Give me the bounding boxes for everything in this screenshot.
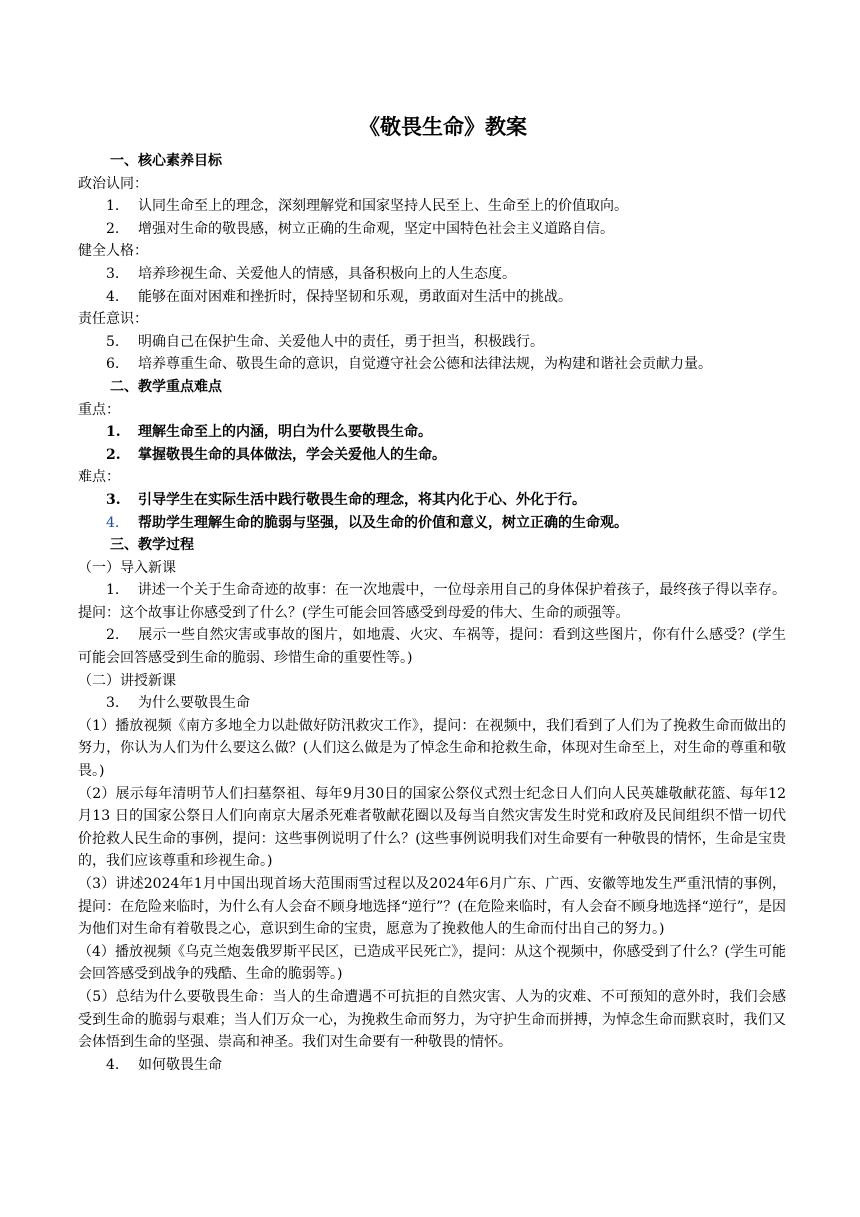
item-text: 掌握敬畏生命的具体做法，学会关爱他人的生命。 <box>138 446 446 463</box>
group-label: 健全人格： <box>78 243 148 260</box>
list-item <box>78 195 786 218</box>
document-page <box>78 112 786 1076</box>
item-text: 能够在面对困难和挫折时，保持坚韧和乐观，勇敢面对生活中的挑战。 <box>138 288 572 305</box>
list-item <box>78 218 786 241</box>
group-label: 政治认同： <box>78 175 148 192</box>
item-text: 如何敬畏生命 <box>138 1056 222 1073</box>
item-number: 4. <box>106 288 120 305</box>
item-text: 引导学生在实际生活中践行敬畏生命的理念，将其内化于心、外化于行。 <box>138 491 586 508</box>
document-title: 《敬畏生命》教案 <box>359 115 527 139</box>
paragraph: （1）播放视频《南方多地全力以赴做好防汛救灾工作》，提问：在视频中，我们看到了人们为了挽救生命而做出的努力，你认为人们为什么要这么做？(人们这么做是为了悼念生命和抢救生命，体现对生命至上，对生命的尊重和敬畏。) <box>78 717 786 780</box>
item-text: 增强对生命的敬畏感，树立正确的生命观，坚定中国特色社会主义道路自信。 <box>138 220 614 237</box>
item-number: 1. <box>106 424 121 441</box>
list-item <box>78 489 786 512</box>
item-text: 理解生命至上的内涵，明白为什么要敬畏生命。 <box>138 424 432 441</box>
section-heading-goals: 一、核心素养目标 <box>110 153 222 169</box>
key-label: 重点： <box>78 401 120 418</box>
item-text: 认同生命至上的理念，深刻理解党和国家坚持人民至上、生命至上的价值取向。 <box>138 198 628 215</box>
item-number: 3. <box>106 491 121 508</box>
list-item <box>78 353 786 376</box>
list-item <box>78 286 786 309</box>
paragraph: （4）播放视频《乌克兰炮轰俄罗斯平民区，已造成平民死亡》，提问：从这个视频中，你感受到了什么？(学生可能会回答感受到战争的残酷、生命的脆弱等。) <box>78 943 786 983</box>
list-item <box>78 444 786 467</box>
item-number: 5. <box>106 333 120 350</box>
item-number: 2. <box>106 220 120 237</box>
item-number: 4. <box>106 514 120 531</box>
item-number: 1. <box>106 582 120 599</box>
item-text: 培养珍视生命、关爱他人的情感，具备积极向上的人生态度。 <box>138 265 516 282</box>
paragraph: （5）总结为什么要敬畏生命：当人的生命遭遇不可抗拒的自然灾害、人为的灾难、不可预知的意外时，我们会感受到生命的脆弱与艰难；当人们万众一心，为挽救生命而努力，为守护生命而拼搏，为悼念生命而默哀时，我们又会体悟到生命的坚强、崇高和神圣。我们对生命要有一种敬畏的情怀。 <box>78 988 786 1051</box>
item-text: 讲述一个关于生命奇迹的故事：在一次地震中，一位母亲用自己的身体保护着孩子，最终孩子得以幸存。提问：这个故事让你感受到了什么？(学生可能会回答感受到母爱的伟大、生命的顽强等。 <box>78 582 786 621</box>
list-item <box>78 331 786 354</box>
list-item <box>78 1054 786 1077</box>
item-number: 1. <box>106 198 120 215</box>
item-text: 帮助学生理解生命的脆弱与坚强，以及生命的价值和意义，树立正确的生命观。 <box>138 514 628 531</box>
item-number: 6. <box>106 356 120 373</box>
item-text: 明确自己在保护生命、关爱他人中的责任，勇于担当，积极践行。 <box>138 333 544 350</box>
item-number: 2. <box>106 627 120 644</box>
subsection-label: （二）讲授新课 <box>78 672 176 689</box>
item-number: 3. <box>106 695 120 712</box>
paragraph: （2）展示每年清明节人们扫墓祭祖、每年9月30日的国家公祭仪式烈士纪念日人们向人民英雄敬献花篮、每年12月13 日的国家公祭日人们向南京大屠杀死难者敬献花圈以及每当自然灾害发生时党和政府及民间组织不惜一切代价抢救人民生命的事例，提问：这些事例说明了什么？(这些事例说明我们对生命要有一种敬畏的情怀，生命是宝贵的，我们应该尊重和珍视生命。) <box>78 785 786 870</box>
item-text: 展示一些自然灾害或事故的图片，如地震、火灾、车祸等，提问：看到这些图片，你有什么感受？(学生可能会回答感受到生命的脆弱、珍惜生命的重要性等。) <box>78 627 786 667</box>
list-item <box>78 421 786 444</box>
list-item <box>78 692 786 715</box>
group-label: 责任意识： <box>78 311 148 328</box>
item-text: 为什么要敬畏生命 <box>138 695 250 712</box>
list-item <box>78 512 786 535</box>
item-text: 培养尊重生命、敬畏生命的意识，自觉遵守社会公德和法律法规，为构建和谐社会贡献力量。 <box>138 356 712 373</box>
difficulty-label: 难点： <box>78 469 120 486</box>
item-number: 3. <box>106 265 120 282</box>
item-number: 4. <box>106 1056 120 1073</box>
numbered-paragraph <box>78 624 786 669</box>
numbered-paragraph <box>78 579 786 624</box>
subsection-label: （一）导入新课 <box>78 559 176 576</box>
list-item <box>78 263 786 286</box>
section-heading-key-points: 二、教学重点难点 <box>110 378 222 395</box>
paragraph: （3）讲述2024年1月中国出现首场大范围雨雪过程以及2024年6月广东、广西、安徽等地发生严重汛情的事例，提问：在危险来临时，为什么有人会奋不顾身地选择“逆行”？(在危险来临时，有人会奋不顾身地选择“逆行”，是因为他们对生命有着敬畏之心，意识到生命的宝贵，愿意为了挽救他人的生命而付出自己的努力。) <box>78 876 786 938</box>
item-number: 2. <box>106 446 121 463</box>
section-heading-process: 三、教学过程 <box>110 537 194 554</box>
